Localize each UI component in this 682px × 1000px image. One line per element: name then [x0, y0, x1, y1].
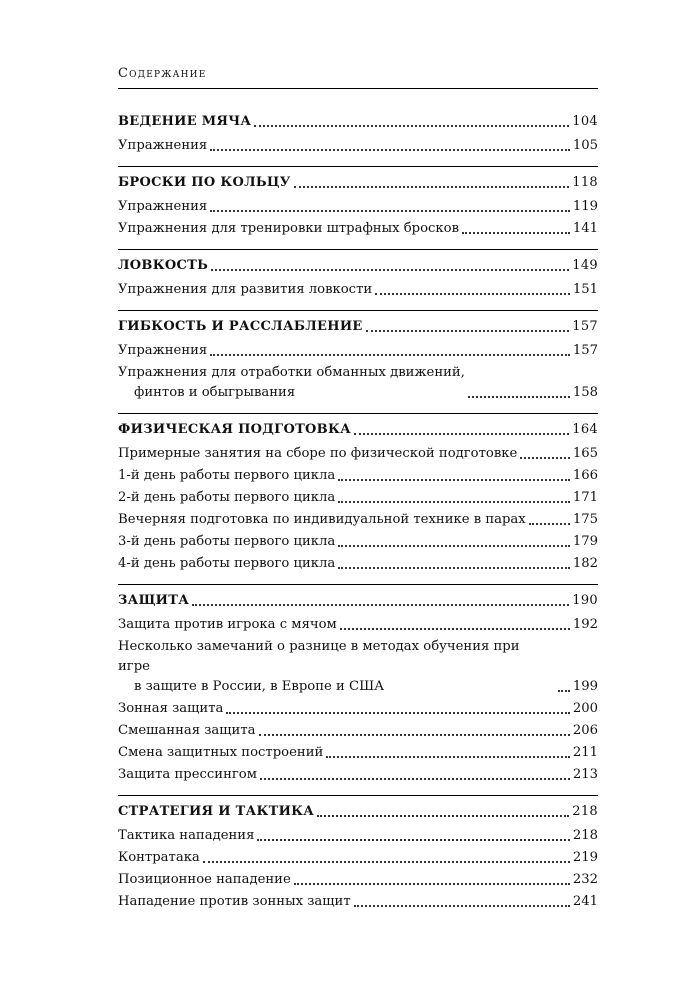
toc-subentry[interactable] [118, 743, 598, 763]
title-line: ФИЗИЧЕСКАЯ ПОДГОТОВКА [118, 422, 351, 437]
toc-section [118, 585, 598, 796]
dot-leader [338, 567, 570, 569]
title-line: Тактика нападения [118, 828, 255, 843]
title-line: Упражнения [118, 199, 208, 214]
dot-leader [210, 149, 570, 151]
toc-section [118, 106, 598, 167]
toc-subentry[interactable] [118, 466, 598, 486]
dot-leader [317, 815, 569, 817]
toc-chapter-entry[interactable] [118, 112, 598, 132]
dot-leader [259, 734, 570, 736]
toc-subentry[interactable] [118, 870, 598, 890]
page-number: 171 [572, 490, 598, 505]
page-number: 206 [572, 723, 598, 738]
dot-leader [520, 457, 570, 459]
dot-leader [260, 778, 570, 780]
subentry-title [118, 363, 465, 403]
toc-subentry[interactable] [118, 197, 598, 217]
subentry-title [118, 488, 335, 508]
page-number: 200 [572, 701, 598, 716]
title-line: Позиционное нападение [118, 872, 291, 887]
page-number: 105 [572, 138, 598, 153]
dot-leader [338, 479, 570, 481]
toc-section [118, 414, 598, 585]
table-of-contents [118, 106, 598, 922]
subentry-title [118, 466, 335, 486]
title-line: Несколько замечаний о разнице в методах обучения при игре [118, 639, 520, 674]
toc-subentry[interactable] [118, 219, 598, 239]
toc-chapter-entry[interactable] [118, 802, 598, 822]
title-line: ГИБКОСТЬ И РАССЛАБЛЕНИЕ [118, 319, 363, 334]
title-line: 2-й день работы первого цикла [118, 490, 336, 505]
page-number: 199 [572, 679, 598, 694]
subentry-title [118, 554, 335, 574]
toc-section [118, 167, 598, 250]
title-line: Смена защитных построений [118, 745, 324, 760]
title-line: Защита против игрока с мячом [118, 617, 337, 632]
chapter-title [118, 256, 208, 276]
page-number: 241 [572, 894, 598, 909]
toc-section [118, 796, 598, 922]
page-number: 219 [572, 850, 598, 865]
page-number: 157 [572, 319, 598, 334]
subentry-title [118, 870, 291, 890]
toc-subentry[interactable] [118, 363, 598, 403]
subentry-title [118, 615, 337, 635]
subentry-title [118, 699, 223, 719]
title-line: Упражнения для отработки обманных движений, [118, 365, 465, 380]
page-number: 179 [572, 534, 598, 549]
page-number: 104 [572, 114, 598, 129]
dot-leader [354, 433, 569, 435]
dot-leader [338, 501, 570, 503]
title-line: Упражнения [118, 138, 208, 153]
title-line: Смешанная защита [118, 723, 256, 738]
dot-leader [294, 186, 570, 188]
toc-chapter-entry[interactable] [118, 591, 598, 611]
subentry-title [118, 721, 256, 741]
title-line: 1-й день работы первого цикла [118, 468, 336, 483]
dot-leader [462, 232, 570, 234]
title-line: Упражнения для тренировки штрафных бросков [118, 221, 460, 236]
toc-subentry[interactable] [118, 765, 598, 785]
title-line: Контратака [118, 850, 200, 865]
chapter-title [118, 317, 363, 337]
page-number: 211 [572, 745, 598, 760]
title-continuation: в защите в России, в Европе и США [134, 679, 385, 694]
subentry-title [118, 637, 555, 697]
toc-chapter-entry[interactable] [118, 317, 598, 337]
subentry-title [118, 280, 372, 300]
dot-leader [468, 396, 570, 398]
toc-subentry[interactable] [118, 488, 598, 508]
page-number: 218 [572, 828, 598, 843]
title-line: ЛОВКОСТЬ [118, 258, 209, 273]
title-continuation: финтов и обыгрывания [134, 385, 296, 400]
subentry-title [118, 444, 517, 464]
toc-subentry[interactable] [118, 699, 598, 719]
dot-leader [326, 756, 570, 758]
dot-leader [375, 293, 570, 295]
subentry-title [118, 765, 257, 785]
title-line: Зонная защита [118, 701, 224, 716]
subentry-title [118, 532, 335, 552]
title-line: Защита прессингом [118, 767, 257, 782]
page-number: 192 [572, 617, 598, 632]
subentry-title [118, 826, 254, 846]
toc-subentry[interactable] [118, 826, 598, 846]
running-head: Содержание [118, 66, 207, 81]
subentry-title [118, 136, 207, 156]
page-number: 157 [572, 343, 598, 358]
title-line: 4-й день работы первого цикла [118, 556, 336, 571]
page-number: 175 [572, 512, 598, 527]
dot-leader [294, 883, 570, 885]
dot-leader [366, 330, 570, 332]
toc-subentry[interactable] [118, 280, 598, 300]
toc-subentry[interactable] [118, 721, 598, 741]
chapter-title [118, 591, 189, 611]
page-number: 118 [572, 175, 598, 190]
page-number: 166 [572, 468, 598, 483]
dot-leader [203, 861, 570, 863]
chapter-title [118, 173, 291, 193]
page-number: 218 [572, 804, 598, 819]
page-number: 182 [572, 556, 598, 571]
title-line: БРОСКИ ПО КОЛЬЦУ [118, 175, 291, 190]
page-number: 149 [572, 258, 598, 273]
dot-leader [338, 545, 570, 547]
chapter-title [118, 802, 314, 822]
toc-subentry[interactable] [118, 532, 598, 552]
page-number: 213 [572, 767, 598, 782]
header-rule [118, 88, 598, 89]
toc-subentry[interactable] [118, 341, 598, 361]
chapter-title [118, 420, 351, 440]
toc-subentry[interactable] [118, 637, 598, 697]
page-number: 190 [572, 593, 598, 608]
toc-chapter-entry[interactable] [118, 420, 598, 440]
title-line: Упражнения для развития ловкости [118, 282, 373, 297]
dot-leader [354, 905, 570, 907]
page-number: 151 [572, 282, 598, 297]
dot-leader [257, 839, 569, 841]
title-line: ЗАЩИТА [118, 593, 190, 608]
dot-leader [192, 604, 569, 606]
subentry-title [118, 743, 323, 763]
subentry-title [118, 892, 351, 912]
page-number: 158 [572, 385, 598, 400]
toc-section [118, 311, 598, 414]
chapter-title [118, 112, 251, 132]
toc-subentry[interactable] [118, 444, 598, 464]
title-line: 3-й день работы первого цикла [118, 534, 336, 549]
subentry-title [118, 197, 207, 217]
dot-leader [558, 690, 570, 692]
subentry-title [118, 510, 526, 530]
title-line: Нападение против зонных защит [118, 894, 351, 909]
toc-subentry[interactable] [118, 554, 598, 574]
dot-leader [210, 210, 570, 212]
toc-subentry[interactable] [118, 615, 598, 635]
dot-leader [226, 712, 569, 714]
page-number: 232 [572, 872, 598, 887]
toc-subentry[interactable] [118, 892, 598, 912]
subentry-title [118, 341, 207, 361]
title-line: Упражнения [118, 343, 208, 358]
title-line: Примерные занятия на сборе по физической подготовке [118, 446, 518, 461]
subentry-title [118, 219, 459, 239]
title-line: СТРАТЕГИЯ И ТАКТИКА [118, 804, 315, 819]
dot-leader [254, 125, 569, 127]
toc-chapter-entry[interactable] [118, 173, 598, 193]
dot-leader [529, 523, 570, 525]
toc-section [118, 250, 598, 311]
page-number: 119 [572, 199, 598, 214]
toc-subentry[interactable] [118, 510, 598, 530]
toc-subentry[interactable] [118, 848, 598, 868]
page-number: 141 [572, 221, 598, 236]
dot-leader [210, 354, 570, 356]
subentry-title [118, 848, 200, 868]
title-line: Вечерняя подготовка по индивидуальной технике в парах [118, 512, 526, 527]
toc-chapter-entry[interactable] [118, 256, 598, 276]
page-number: 165 [572, 446, 598, 461]
title-line: ВЕДЕНИЕ МЯЧА [118, 114, 252, 129]
dot-leader [340, 628, 570, 630]
page-number: 164 [572, 422, 598, 437]
toc-subentry[interactable] [118, 136, 598, 156]
dot-leader [211, 269, 569, 271]
